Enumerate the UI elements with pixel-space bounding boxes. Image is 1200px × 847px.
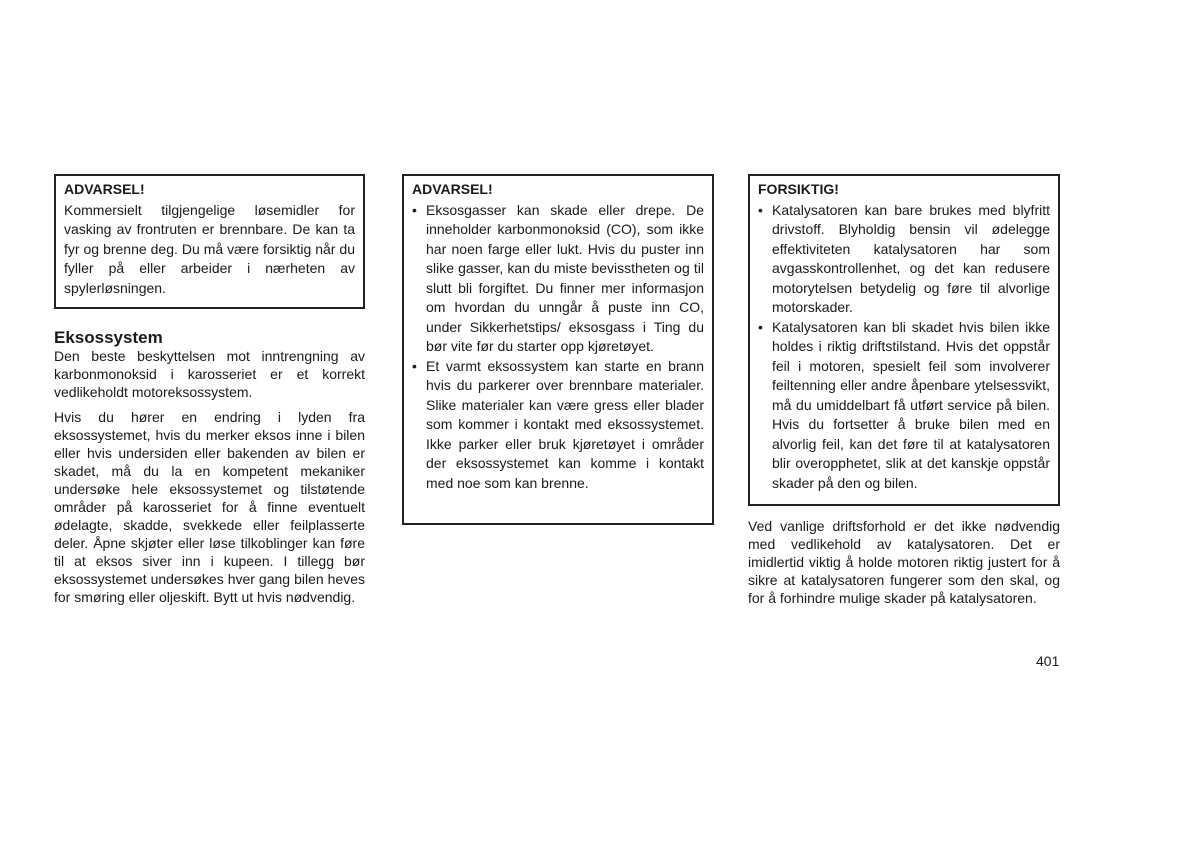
warning-bullet-list <box>412 201 704 494</box>
list-item-text: Katalysatoren kan bli skadet hvis bilen ikke holdes i riktig driftstilstand. Hvis det oppstår feil i motoren, spesielt feil som involverer feiltenning eller andre åpenbare ytelsessvikt, må du umiddelbart få utført service på bilen. Hvis du fortsetter å bruke bilen med en alvorlig feil, kan det føre til at katalysatoren blir overopphetet, slik at det kanskje oppstår skader på den og bilen. <box>772 318 1050 491</box>
caution-title: FORSIKTIG! <box>758 181 839 197</box>
warning-title: ADVARSEL! <box>412 181 493 197</box>
bullet-icon: • <box>758 318 763 335</box>
caution-bullet-list <box>758 201 1050 494</box>
bullet-icon: • <box>412 357 417 374</box>
list-item <box>412 201 704 357</box>
warning-title: ADVARSEL! <box>64 181 145 197</box>
warning-box-exhaust-gas <box>402 174 714 525</box>
list-item <box>758 318 1050 494</box>
paragraph: Ved vanlige driftsforhold er det ikke nødvendig med vedlikehold av katalysatoren. Det er imidlertid viktig å holde motoren riktig justert for å sikre at katalysatoren fungerer som den skal, og for å forhindre mulige skader på katalysatoren. <box>748 518 1060 606</box>
catalyst-maintenance-paragraph <box>748 517 1060 607</box>
list-item <box>758 201 1050 318</box>
paragraph: Den beste beskyttelsen mot inntrengning av karbonmonoksid i karosseriet er et korrekt vedlikeholdt motoreksossystem. <box>54 348 365 400</box>
paragraph: Hvis du hører en endring i lyden fra eksossystemet, hvis du merker eksos inne i bilen eller hvis undersiden eller bakenden av bilen er skadet, må du la en kompetent mekaniker undersøke hele eksossystemet og tilstøtende områder på karosseriet for å finne eventuelt ødelagte, skadde, svekkede eller feilplasserte deler. Åpne skjøter eller løse tilkoblinger kan føre til at eksos siver inn i kupeen. I tillegg bør eksossystemet undersøkes hver gang bilen heves for smøring eller oljeskift. Bytt ut hvis nødvendig. <box>54 409 365 605</box>
exhaust-intro-paragraph <box>54 347 365 401</box>
page-number: 401 <box>1036 653 1060 669</box>
warning-text: Kommersielt tilgjengelige løsemidler for vasking av frontruten er brennbare. De kan ta fyr og brenne deg. Du må være forsiktig når du fyller på eller arbeider i nærheten av spylerløsningen. <box>64 201 355 296</box>
list-item <box>412 357 704 494</box>
list-item-text: Et varmt eksossystem kan starte en brann hvis du parkerer over brennbare materialer. Slike materialer kan være gress eller blader som kommer i kontakt med eksossystemet. Ikke parker eller bruk kjøretøyet i områder der eksossystemet kan komme i kontakt med noe som kan brenne. <box>426 357 704 491</box>
list-item-text: Katalysatoren kan bare brukes med blyfritt drivstoff. Blyholdig bensin vil ødelegge effektiviteten katalysatoren har som avgasskontrollenhet, og det kan redusere motorytelsen betydelig og føre til alvorlige motorskader. <box>772 201 1050 315</box>
exhaust-inspection-paragraph <box>54 408 365 606</box>
bullet-icon: • <box>758 201 763 218</box>
section-heading-exhaust: Eksossystem <box>54 328 163 347</box>
list-item-text: Eksosgasser kan skade eller drepe. De inneholder karbonmonoksid (CO), som ikke har noen farge eller lukt. Hvis du puster inn slike gasser, kan du miste bevisstheten og til slutt bli forgiftet. Du finner mer informasjon om hvordan du unngår å puste inn CO, under Sikkerhetstips/ eksosgass i Ting du bør vite før du starter opp kjøretøyet. <box>426 201 704 354</box>
caution-box-catalyst <box>748 174 1060 506</box>
bullet-icon: • <box>412 201 417 218</box>
warning-box-solvents <box>54 174 365 309</box>
